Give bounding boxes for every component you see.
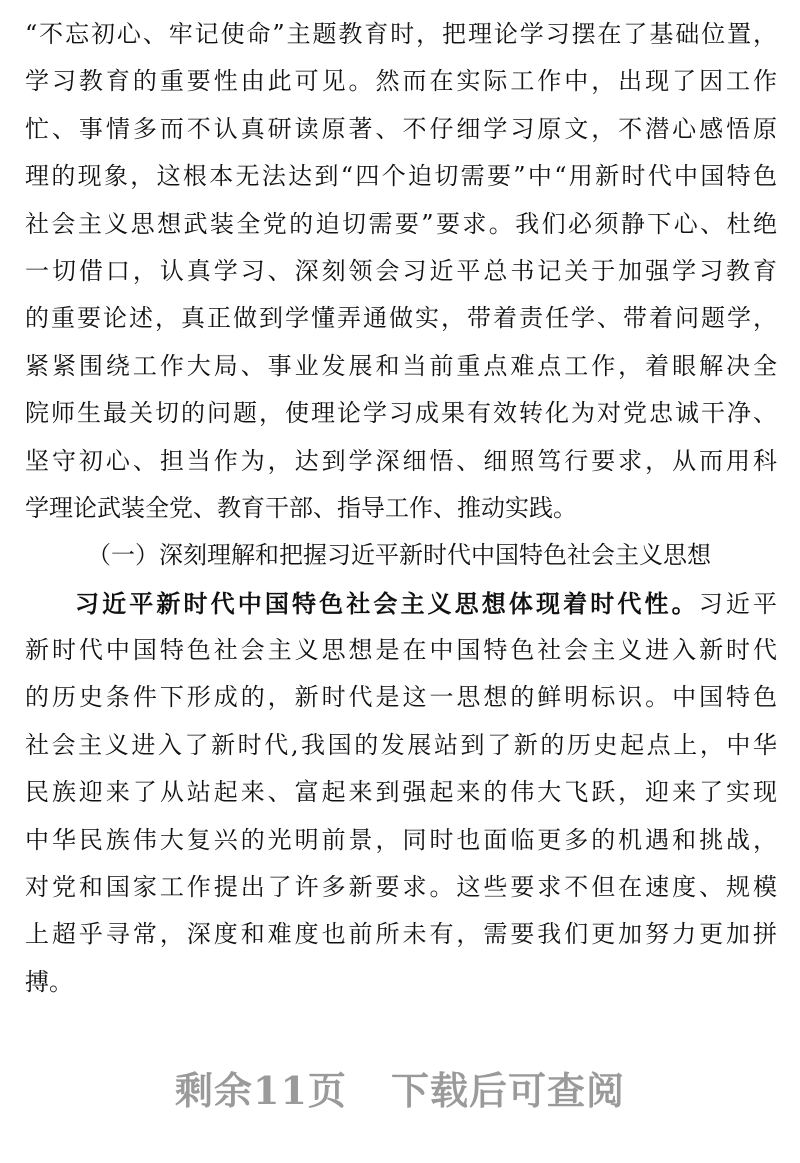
text-line: “不忘初心、牢记使命”主题教育时，把理论学习摆在了基础位置， — [25, 20, 777, 48]
document-page — [25, 11, 777, 1006]
text-line: 紧紧围绕工作大局、事业发展和当前重点难点工作，着眼解决全 — [25, 351, 777, 380]
text-line: 理的现象，这根本无法达到“四个迫切需要”中“用新时代中国特色 — [25, 162, 777, 191]
text-line: 搏。 — [25, 967, 73, 996]
text-line: 社会主义进入了新时代,我国的发展站到了新的历史起点上，中华 — [25, 730, 777, 759]
text-line: 上超乎寻常，深度和难度也前所未有，需要我们更加努力更加拼 — [25, 920, 777, 949]
text-line: 的重要论述，真正做到学懂弄通做实，带着责任学、带着问题学， — [25, 304, 777, 333]
text-line: 院师生最关切的问题，使理论学习成果有效转化为对党忠诚干净、 — [25, 399, 777, 428]
text-line: 新时代中国特色社会主义思想是在中国特色社会主义进入新时代 — [25, 636, 777, 665]
text-line: 学理论武装全党、教育干部、指导工作、推动实践。 — [25, 493, 577, 522]
text-line: 对党和国家工作提出了许多新要求。这些要求不但在速度、规模 — [25, 873, 777, 902]
text-line: 民族迎来了从站起来、富起来到强起来的伟大飞跃，迎来了实现 — [25, 778, 777, 807]
text-line: 的历史条件下形成的，新时代是这一思想的鲜明标识。中国特色 — [25, 683, 777, 712]
section-heading: （一）深刻理解和把握习近平新时代中国特色社会主义思想 — [87, 541, 711, 570]
text-line — [25, 580, 777, 627]
remaining-pages-label: 剩余11页 — [175, 1068, 347, 1113]
bold-lead: 习近平新时代中国特色社会主义思想体现着时代性。 — [75, 588, 699, 618]
lead-rest: 习近平 — [698, 589, 778, 618]
download-hint-label: 下载后可查阅 — [390, 1068, 625, 1113]
text-line: 学习教育的重要性由此可见。然而在实际工作中，出现了因工作 — [25, 67, 777, 96]
text-line: 一切借口，认真学习、深刻领会习近平总书记关于加强学习教育 — [25, 256, 777, 285]
text-line: 坚守初心、担当作为，达到学深细悟、细照笃行要求，从而用科 — [25, 446, 777, 475]
download-prompt[interactable] — [0, 1060, 800, 1115]
text-line: 社会主义思想武装全党的迫切需要”要求。我们必须静下心、杜绝 — [25, 209, 777, 238]
text-line: 中华民族伟大复兴的光明前景，同时也面临更多的机遇和挑战， — [25, 825, 777, 854]
text-line: 忙、事情多而不认真研读原著、不仔细学习原文，不潜心感悟原 — [25, 114, 777, 143]
